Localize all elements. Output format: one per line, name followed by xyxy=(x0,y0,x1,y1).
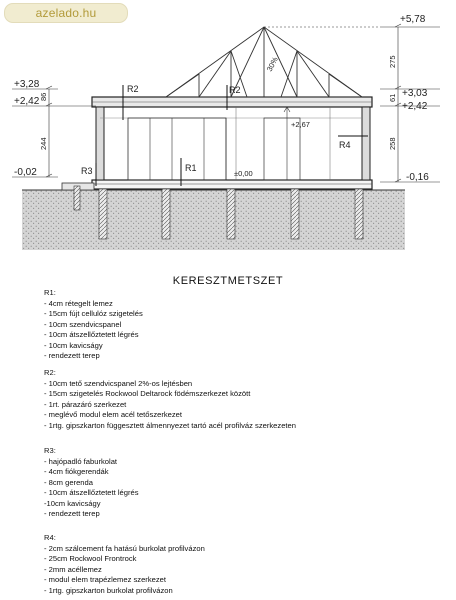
level-zero: ±0,00 xyxy=(234,169,253,178)
legend-r2 xyxy=(44,368,296,431)
dim-roof-pitch: 30% xyxy=(264,55,280,73)
legend-item: - 2mm acéllemez xyxy=(44,564,102,574)
dim-left-b: 244 xyxy=(39,137,48,150)
legend-r4 xyxy=(44,533,205,596)
legend-item: - hajópadló faburkolat xyxy=(44,456,118,466)
level-left-lower: +2,42 xyxy=(14,96,40,107)
legend-r1 xyxy=(44,288,143,362)
legend-item: - 1rtg. gipszkarton függesztett álmennyezet tartó acél profilváz szerkezeten xyxy=(44,420,296,430)
building-shell xyxy=(92,97,372,180)
level-right-lower: +2,42 xyxy=(402,101,428,112)
legend-item: - 15cm fújt cellulóz szigetelés xyxy=(44,309,143,318)
drawing-title: KERESZTMETSZET xyxy=(172,275,284,287)
roof-truss xyxy=(166,27,362,97)
legend-item: - 4cm fiókgerendák xyxy=(44,467,109,476)
level-top: +5,78 xyxy=(400,14,426,25)
legend-item: - 1rt. párazáró szerkezet xyxy=(44,399,127,409)
legend-item: - 8cm gerenda xyxy=(44,477,93,487)
level-right-upper: +3,03 xyxy=(402,88,428,99)
section-label-r3: R3 xyxy=(81,166,93,176)
legend-item: - meglévő modul elem acél tetőszerkezet xyxy=(44,410,183,419)
legend-item: - modul elem trapézlemez szerkezet xyxy=(44,575,166,584)
cross-section-drawing xyxy=(0,0,456,270)
section-label-r1: R1 xyxy=(185,163,197,173)
dim-right-c: 258 xyxy=(388,137,397,150)
legend-heading: R4: xyxy=(44,533,56,542)
dim-left-a: 86 xyxy=(39,92,48,101)
legend-item: - 15cm szigetelés Rockwool Deltarock födémszerkezet között xyxy=(44,389,251,398)
legend-item: - 1rtg. gipszkarton burkolat profilvázon xyxy=(44,585,173,595)
level-right-ground: -0,16 xyxy=(406,172,429,183)
legend-item: - 25cm Rockwool Frontrock xyxy=(44,554,137,563)
legend-heading: R1: xyxy=(44,288,56,297)
legend-item: - 2cm szálcement fa hatású burkolat profilvázon xyxy=(44,543,205,553)
section-label-r2-left: R2 xyxy=(127,84,139,94)
level-inner: +2,67 xyxy=(291,120,310,129)
site-badge[interactable]: azelado.hu xyxy=(4,3,128,23)
dim-right-b: 61 xyxy=(388,93,397,102)
section-label-r2-right: R2 xyxy=(229,85,241,95)
legend-item: - rendezett terep xyxy=(44,351,100,360)
legend-item: - 10cm átszellőztetett légrés xyxy=(44,330,139,339)
legend-heading: R3: xyxy=(44,446,56,455)
legend-item: - rendezett terep xyxy=(44,509,100,518)
legend-item: - 10cm átszellőztetett légrés xyxy=(44,488,139,497)
legend-item: - 4cm rétegelt lemez xyxy=(44,298,113,308)
legend-item: - 10cm szendvicspanel xyxy=(44,319,122,329)
legend-item: -10cm kavicságy xyxy=(44,498,101,508)
level-left-ground: -0,02 xyxy=(14,167,37,178)
dim-right-a: 275 xyxy=(388,55,397,68)
legend-heading: R2: xyxy=(44,368,56,377)
legend-item: - 10cm tető szendvicspanel 2%-os lejtésben xyxy=(44,378,193,388)
legend-item: - 10cm kavicságy xyxy=(44,340,103,350)
legend-r3 xyxy=(44,446,139,520)
section-label-r4: R4 xyxy=(339,140,351,150)
level-left-upper: +3,28 xyxy=(14,79,40,90)
floor-structure xyxy=(62,180,372,190)
